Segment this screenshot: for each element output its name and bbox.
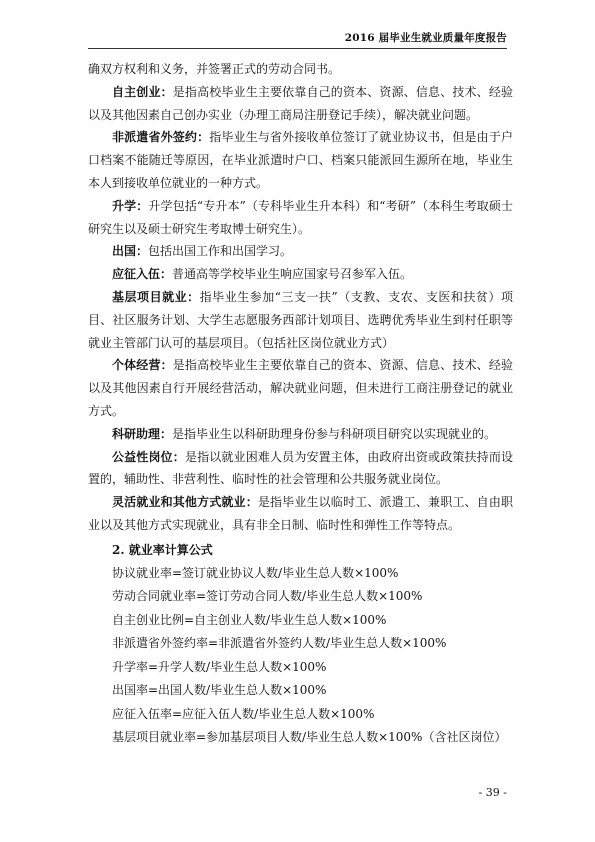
definition-text: 升学包括“专升本”（专科毕业生升本科）和“考研”（本科生考取硕士研究生以及硕士研究生考取博士研究生）。 <box>88 198 513 236</box>
definition-text: 是指以就业困难人员为安置主体，由政府出资或政策扶持而设置的，辅助性、非营利性、临时性的社会管理和公共服务就业岗位。 <box>88 449 513 487</box>
definition-term: 自主创业： <box>112 84 173 99</box>
definition-going-abroad <box>88 240 513 263</box>
formula-line: 应征入伍率=应征入伍人数/毕业生总人数×100% <box>112 706 375 721</box>
definition-public-welfare-post <box>88 446 513 492</box>
definition-text: 包括出国工作和出国学习。 <box>148 244 293 259</box>
page-number: - 39 - <box>478 786 507 799</box>
definition-term: 非派遣省外签约： <box>112 130 210 145</box>
formula-line: 升学率=升学人数/毕业生总人数×100% <box>112 659 327 674</box>
definition-term: 个体经营： <box>112 358 173 373</box>
document-body <box>88 58 513 750</box>
definition-text: 是指毕业生以临时工、派遣工、兼职工、自由职业以及其他方式实现就业，具有非全日制、临时性和弹性工作等特点。 <box>88 495 513 532</box>
definition-term: 公益性岗位： <box>112 449 185 464</box>
definition-further-study <box>88 195 513 241</box>
header-title: 2016 届毕业生就业质量年度报告 <box>344 32 507 44</box>
definition-text: 是指毕业生以科研助理身份参与科研项目研究以实现就业的。 <box>172 426 497 441</box>
formula-line: 劳动合同就业率=签订劳动合同人数/毕业生总人数×100% <box>112 589 423 604</box>
definition-text: 是指高校毕业生主要依靠自己的资本、资源、信息、技术、经验以及其他因素自己创办实业（办理工商局注册登记手续），解决就业问题。 <box>88 84 513 122</box>
definition-individual-business <box>88 354 513 422</box>
definition-term: 基层项目就业： <box>112 289 200 304</box>
formula-line: 出国率=出国人数/毕业生总人数×100% <box>112 683 327 698</box>
paragraph-continuation <box>88 58 513 81</box>
definition-text: 是指高校毕业生主要依靠自己的资本、资源、信息、技术、经验以及其他因素自行开展经营活动，解决就业问题，但未进行工商注册登记的就业方式。 <box>88 358 513 418</box>
definition-term: 出国： <box>112 244 149 259</box>
definition-non-dispatch-contract <box>88 126 513 194</box>
definition-flexible-employment <box>88 491 513 537</box>
page-header <box>88 24 507 49</box>
definition-term: 灵活就业和其他方式就业： <box>112 495 258 510</box>
definition-term: 升学： <box>112 198 149 213</box>
definition-term: 科研助理： <box>112 426 173 441</box>
formula-line: 非派遣省外签约率=非派遣省外签约人数/毕业生总人数×100% <box>112 636 447 651</box>
definition-term: 应征入伍： <box>112 267 173 282</box>
formula-line: 自主创业比例=自主创业人数/毕业生总人数×100% <box>112 612 387 627</box>
section-heading: 2. 就业率计算公式 <box>112 542 213 557</box>
formula-line: 基层项目就业率=参加基层项目人数/毕业生总人数×100%（含社区岗位） <box>112 730 507 745</box>
definition-grassroots-project <box>88 286 513 354</box>
definition-text: 普通高等学校毕业生响应国家号召参军入伍。 <box>172 267 413 282</box>
definition-text: 指毕业生与省外接收单位签订了就业协议书，但是由于户口档案不能随迁等原因，在毕业派遣时户口、档案只能派回生源所在地，毕业生本人到接收单位就业的一种方式。 <box>88 130 513 190</box>
definition-self-employment <box>88 81 513 127</box>
formula-line: 协议就业率=签订就业协议人数/毕业生总人数×100% <box>112 565 399 580</box>
definition-text: 指毕业生参加“三支一扶”（支教、支农、支医和扶贫）项目、社区服务计划、大学生志愿服务西部计划项目、选聘优秀毕业生到村任职等就业主管部门认可的基层项目。（包括社区岗位就业方式） <box>88 289 513 350</box>
definition-research-assistant <box>88 423 513 446</box>
paragraph-text: 确双方权利和义务，并签署正式的劳动合同书。 <box>88 62 341 76</box>
definition-enlistment <box>88 263 513 286</box>
